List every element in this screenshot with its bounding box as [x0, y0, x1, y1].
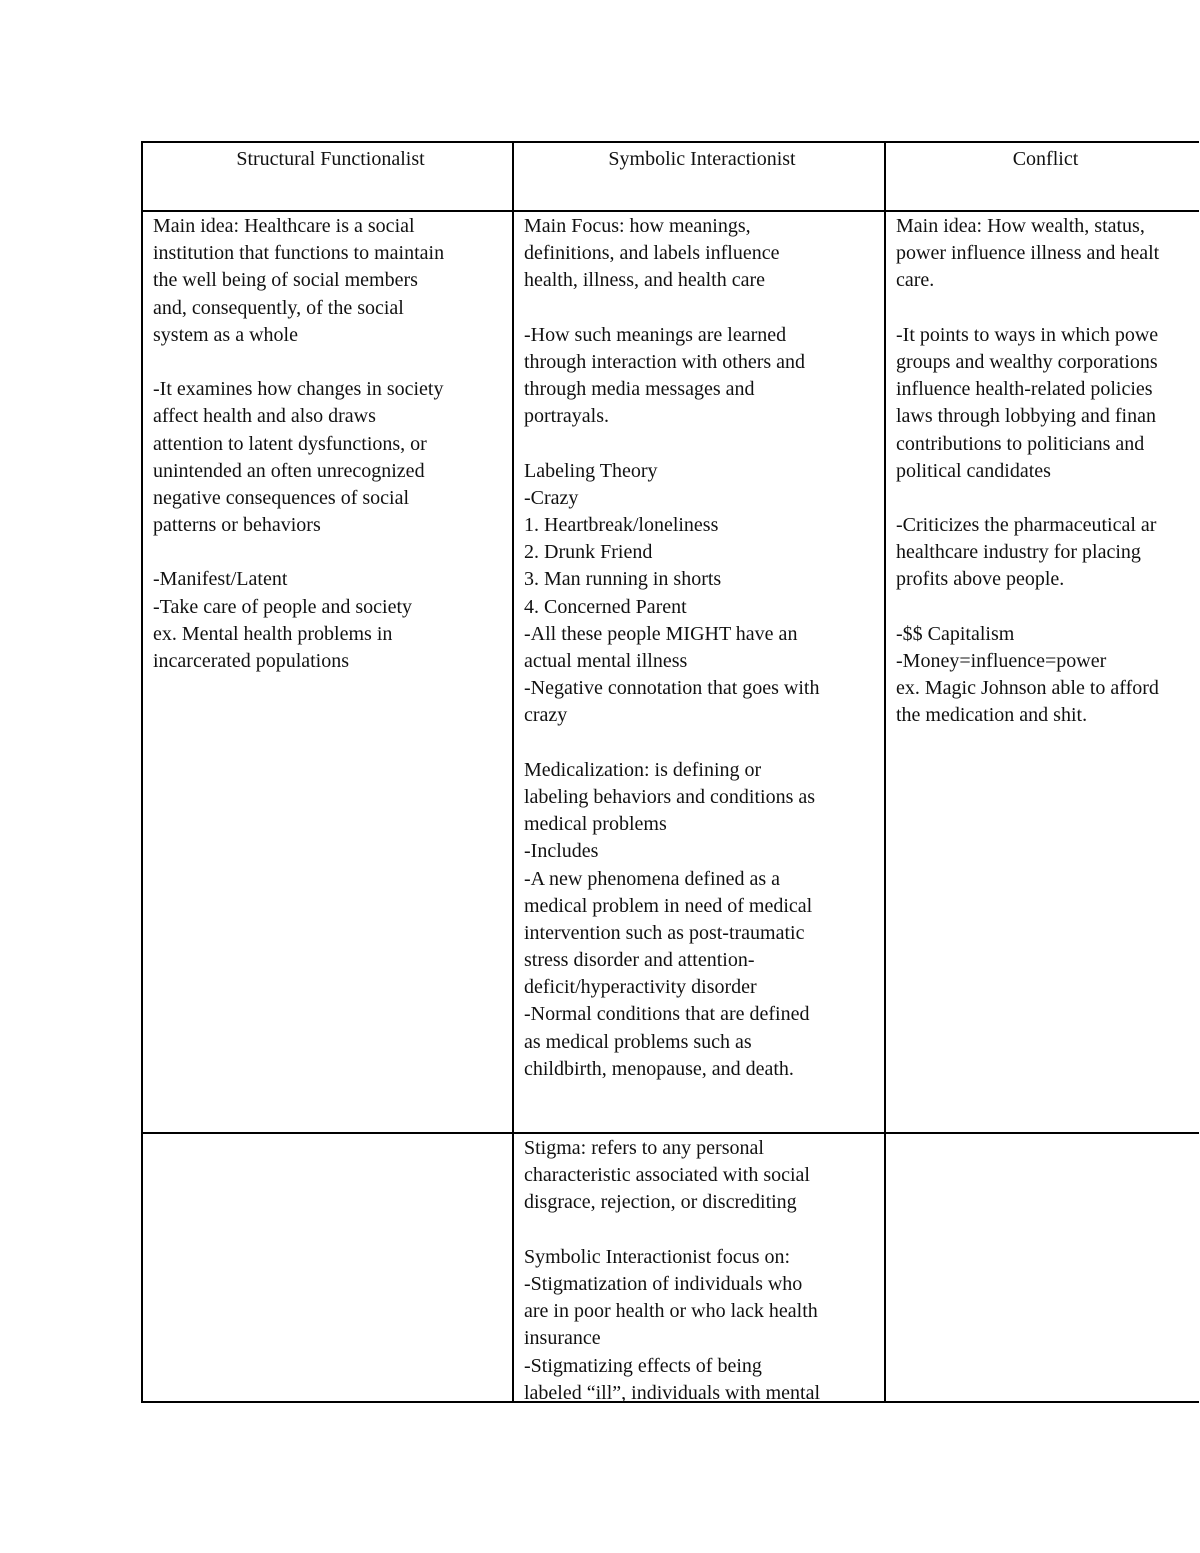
blank-line	[524, 730, 880, 757]
blank-line	[896, 485, 1199, 512]
row-divider	[143, 1132, 1199, 1134]
header-conflict: Conflict	[1012, 148, 1079, 170]
text-line: patterns or behaviors	[153, 514, 321, 537]
blank-line	[153, 539, 508, 566]
text-line: portrayals.	[524, 405, 609, 428]
text-line: care.	[896, 269, 935, 292]
text-line: ex. Mental health problems in	[153, 622, 393, 645]
text-line: -Negative connotation that goes with	[524, 677, 820, 700]
text-line: characteristic associated with social	[524, 1164, 810, 1187]
text-line: -$$ Capitalism	[896, 622, 1015, 645]
text-line: as medical problems such as	[524, 1030, 752, 1053]
text-line: political candidates	[896, 459, 1051, 482]
text-line: labeling behaviors and conditions as	[524, 785, 816, 808]
text-line: intervention such as post-traumatic	[524, 921, 805, 944]
text-line: ex. Magic Johnson able to afford	[896, 677, 1159, 700]
text-line: stress disorder and attention-	[524, 949, 755, 972]
cell-conflict-main	[886, 213, 1199, 1132]
text-line: -Take care of people and society	[153, 595, 413, 618]
text-line: Symbolic Interactionist focus on:	[524, 1245, 791, 1268]
text-line: -It examines how changes in society	[153, 378, 444, 401]
text-line: groups and wealthy corporations	[896, 350, 1158, 373]
text-line: crazy	[524, 704, 568, 727]
text-line: 1. Heartbreak/loneliness	[524, 514, 719, 537]
text-line: childbirth, menopause, and death.	[524, 1057, 794, 1080]
text-line: Labeling Theory	[524, 459, 658, 482]
text-line: -Crazy	[524, 486, 579, 509]
theory-comparison-table	[141, 141, 1199, 1403]
text-line: insurance	[524, 1327, 601, 1350]
cell-interactionist-stigma	[514, 1135, 884, 1404]
text-line: affect health and also draws	[153, 405, 376, 428]
cell-functionalist-extra	[143, 1135, 512, 1401]
text-line: -Stigmatizing effects of being	[524, 1354, 762, 1377]
text-line: power influence illness and healt	[896, 242, 1160, 265]
text-line: -Manifest/Latent	[153, 568, 288, 591]
text-line: -It points to ways in which powe	[896, 323, 1159, 346]
text-line: -Normal conditions that are defined	[524, 1003, 810, 1026]
text-line: and, consequently, of the social	[153, 296, 404, 319]
text-line: negative consequences of social	[153, 486, 410, 509]
blank-line	[524, 431, 880, 458]
text-line: through interaction with others and	[524, 350, 806, 373]
text-line: profits above people.	[896, 568, 1065, 591]
text-line: healthcare industry for placing	[896, 541, 1141, 564]
text-line: medical problem in need of medical	[524, 894, 813, 917]
text-line: unintended an often unrecognized	[153, 459, 425, 482]
cell-conflict-extra	[886, 1135, 1199, 1401]
text-line: are in poor health or who lack health	[524, 1300, 818, 1323]
text-line: deficit/hyperactivity disorder	[524, 976, 757, 999]
text-line: -A new phenomena defined as a	[524, 867, 781, 890]
text-line: health, illness, and health care	[524, 269, 766, 292]
text-line: disgrace, rejection, or discrediting	[524, 1191, 797, 1214]
text-line: labeled “ill”, individuals with mental	[524, 1381, 821, 1404]
text-line: contributions to politicians and	[896, 432, 1145, 455]
cell-functionalist-main	[143, 213, 512, 1132]
text-line: system as a whole	[153, 323, 298, 346]
text-line: the well being of social members	[153, 269, 418, 292]
text-line: -All these people MIGHT have an	[524, 622, 798, 645]
text-line: -Criticizes the pharmaceutical ar	[896, 514, 1157, 537]
blank-line	[896, 594, 1199, 621]
text-line: 3. Man running in shorts	[524, 568, 722, 591]
text-line: Main idea: How wealth, status,	[896, 215, 1145, 237]
text-line: through media messages and	[524, 378, 755, 401]
text-line: laws through lobbying and finan	[896, 405, 1156, 428]
text-line: Main Focus: how meanings,	[524, 215, 751, 237]
text-line: 2. Drunk Friend	[524, 541, 653, 564]
text-line: definitions, and labels influence	[524, 242, 780, 265]
blank-line	[896, 295, 1199, 322]
blank-line	[153, 349, 508, 376]
text-line: Medicalization: is defining or	[524, 758, 762, 781]
text-line: -Includes	[524, 840, 599, 863]
text-line: institution that functions to maintain	[153, 242, 445, 265]
text-line: incarcerated populations	[153, 650, 350, 672]
text-line: 4. Concerned Parent	[524, 595, 687, 618]
header-structural-functionalist: Structural Functionalist	[236, 148, 425, 170]
text-line: the medication and shit.	[896, 704, 1088, 727]
cell-interactionist-main	[514, 213, 884, 1132]
text-line: -How such meanings are learned	[524, 323, 787, 346]
text-line: Stigma: refers to any personal	[524, 1137, 764, 1159]
blank-line	[524, 1217, 880, 1244]
text-line: medical problems	[524, 813, 667, 836]
blank-line	[524, 295, 880, 322]
text-line: actual mental illness	[524, 650, 688, 672]
text-line: influence health-related policies	[896, 378, 1153, 401]
text-line: attention to latent dysfunctions, or	[153, 432, 427, 455]
text-line: -Stigmatization of individuals who	[524, 1272, 803, 1295]
header-symbolic-interactionist: Symbolic Interactionist	[608, 148, 796, 170]
text-line: Main idea: Healthcare is a social	[153, 215, 415, 237]
text-line: -Money=influence=power	[896, 650, 1107, 672]
row-divider	[143, 210, 1199, 212]
